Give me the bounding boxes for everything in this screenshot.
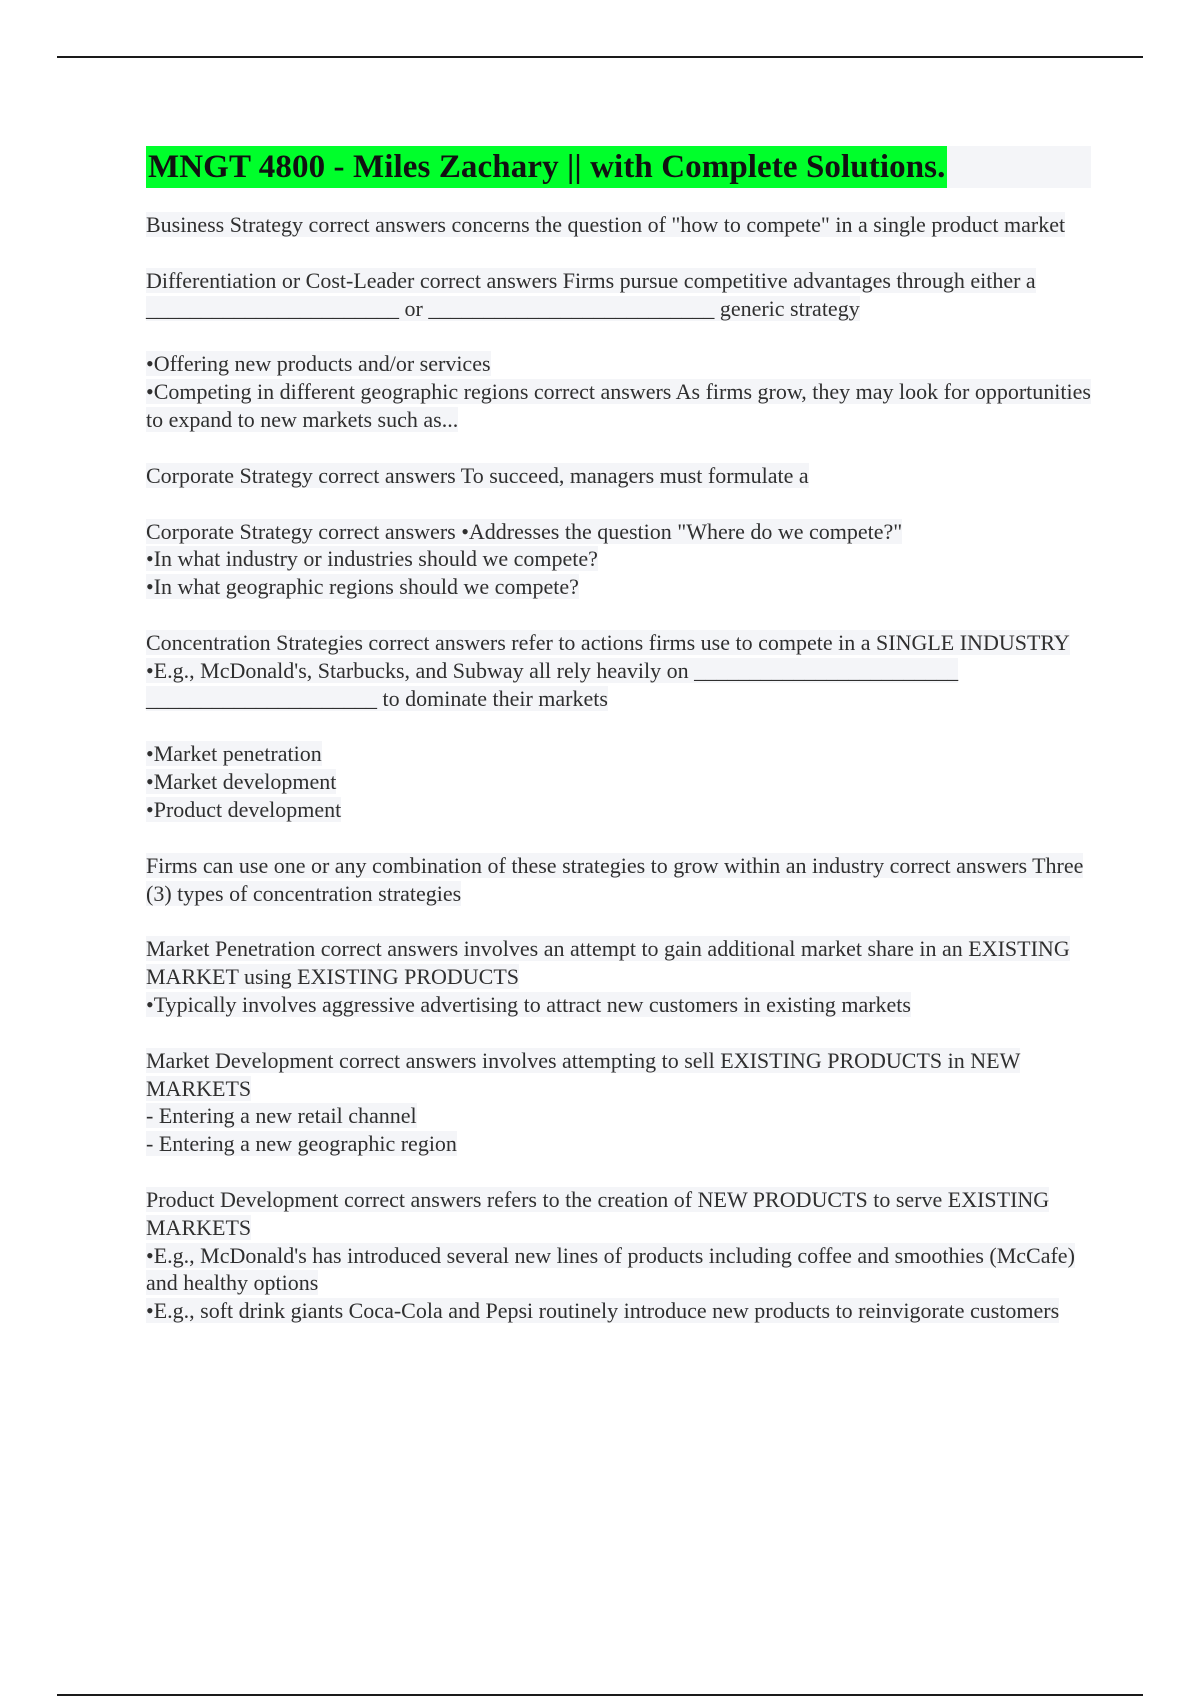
flashcard-entry bbox=[146, 629, 1091, 712]
entry-text: Corporate Strategy correct answers To succeed, managers must formulate a bbox=[146, 462, 809, 488]
flashcard-entry bbox=[146, 462, 1091, 490]
entry-list bbox=[146, 211, 1091, 1325]
flashcard-entry bbox=[146, 267, 1091, 323]
flashcard-entry bbox=[146, 935, 1091, 1018]
flashcard-entry bbox=[146, 518, 1091, 601]
entry-text: Business Strategy correct answers concerns the question of "how to compete" in a single product market bbox=[146, 212, 1066, 237]
flashcard-entry bbox=[146, 852, 1091, 908]
flashcard-entry bbox=[146, 740, 1091, 823]
title-row bbox=[146, 146, 1091, 188]
entry-text: •Market penetration •Market development •Product development bbox=[146, 741, 342, 822]
flashcard-entry bbox=[146, 350, 1091, 433]
document-body bbox=[146, 146, 1091, 1353]
entry-text: Market Development correct answers involves attempting to sell EXISTING PRODUCTS in NEW MARKETS - Entering a new retail channel - Entering a new geographic region bbox=[146, 1047, 1021, 1157]
top-rule bbox=[57, 56, 1143, 58]
entry-text: •Offering new products and/or services •Competing in different geographic regions correct answers As firms grow, they may look for opportunities to expand to new markets such as... bbox=[146, 351, 1091, 432]
entry-text: Corporate Strategy correct answers •Addresses the question "Where do we compete?" •In what industry or industries should we compete? •In what geographic regions should we compete? bbox=[146, 518, 903, 600]
entry-text: Firms can use one or any combination of these strategies to grow within an industry correct answers Three (3) types of concentration strategies bbox=[146, 852, 1084, 906]
flashcard-entry bbox=[146, 211, 1091, 239]
flashcard-entry bbox=[146, 1047, 1091, 1158]
entry-text: Concentration Strategies correct answers refer to actions firms use to compete in a SINGLE INDUSTRY •E.g., McDonald's, Starbucks, and Subway all rely heavily on ________________________ _____________________ to dominate their markets bbox=[146, 629, 1070, 711]
flashcard-entry bbox=[146, 1186, 1091, 1325]
bottom-rule bbox=[57, 1694, 1143, 1696]
document-title: MNGT 4800 - Miles Zachary || with Complete Solutions. bbox=[146, 146, 947, 188]
entry-text: Differentiation or Cost-Leader correct answers Firms pursue competitive advantages through either a _______________________ or __________________________ generic strategy bbox=[146, 267, 1036, 321]
entry-text: Market Penetration correct answers involves an attempt to gain additional market share in an EXISTING MARKET using EXISTING PRODUCTS •Typically involves aggressive advertising to attract new customers in existing markets bbox=[146, 936, 1070, 1017]
entry-text: Product Development correct answers refers to the creation of NEW PRODUCTS to serve EXISTING MARKETS •E.g., McDonald's has introduced several new lines of products including coffee and smoothies (McCafe) and healthy options •E.g., soft drink giants Coca-Cola and Pepsi routinely introduce new products to reinvigorate customers bbox=[146, 1186, 1075, 1324]
